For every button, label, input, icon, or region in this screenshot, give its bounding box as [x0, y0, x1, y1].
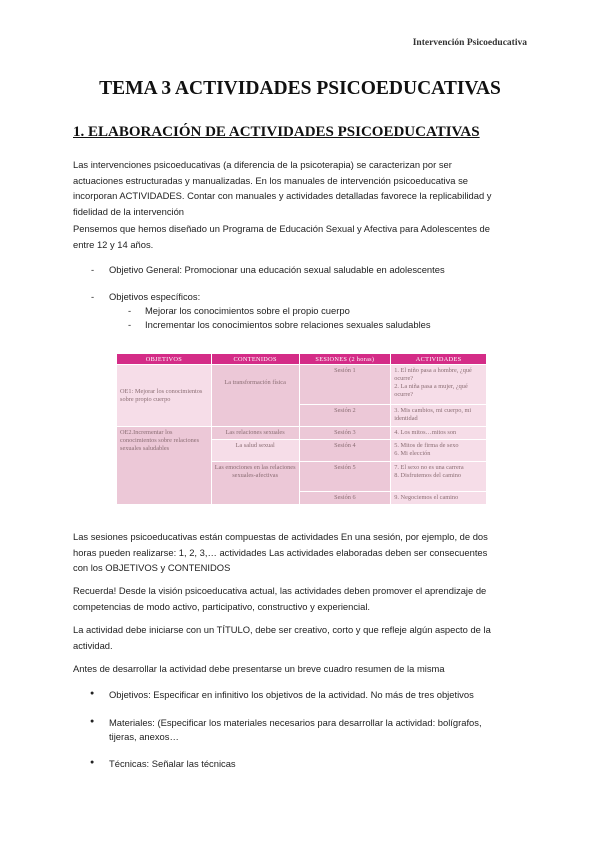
table-cell: 4. Los mitos…mitos son — [391, 427, 487, 440]
table-cell: Sesión 3 — [299, 427, 391, 440]
table-cell: 9. Negociemos el camino — [391, 492, 487, 505]
table-cell: 5. Mitos de firma de sexo 6. Mi elección — [391, 440, 487, 462]
table-cell: Sesión 1 — [299, 365, 391, 405]
page-header: Intervención Psicoeducativa — [412, 38, 527, 48]
bullet-tecnicas: Técnicas: Señalar las técnicas — [109, 758, 236, 769]
table-cell: OE1: Mejorar los conocimientos sobre propio cuerpo — [117, 365, 212, 427]
bullet-mark: ● — [90, 718, 95, 725]
table-cell: 7. El sexo no es una carrera 8. Disfrutemos del camino — [391, 462, 487, 492]
table-cell: OE2.Incrementar los conocimientos sobre relaciones sexuales saludables — [117, 427, 212, 505]
table-cell: La salud sexual — [211, 440, 299, 462]
reminder-paragraph: Recuerda! Desde la visión psicoeducativa actual, las actividades deben promover el aprendizaje de competencias de modo activo, participativo, constructivo y experiencial. — [73, 585, 487, 612]
table-cell: Sesión 6 — [299, 492, 391, 505]
table-cell: La transformación física — [211, 365, 299, 427]
program-table — [116, 353, 487, 505]
table-cell: Sesión 2 — [299, 405, 391, 427]
general-objective: Objetivo General: Promocionar una educación sexual saludable en adolescentes — [109, 264, 445, 275]
dash-mark: - — [128, 305, 132, 316]
table-header: SESIONES (2 horas) — [299, 354, 391, 365]
bullet-mark: ● — [90, 759, 95, 766]
table-cell: Sesión 5 — [299, 462, 391, 492]
sub-objective: Mejorar los conocimientos sobre el propio cuerpo — [145, 305, 350, 316]
section-heading: 1. ELABORACIÓN DE ACTIVIDADES PSICOEDUCATIVAS — [73, 124, 480, 140]
table-cell: Sesión 4 — [299, 440, 391, 462]
page-title: TEMA 3 ACTIVIDADES PSICOEDUCATIVAS — [99, 78, 501, 99]
table-cell: 3. Mis cambios, mi cuerpo, mi identidad — [391, 405, 487, 427]
dash-mark: - — [91, 264, 95, 275]
sub-objective: Incrementar los conocimientos sobre relaciones sexuales saludables — [145, 319, 431, 330]
sessions-paragraph: Las sesiones psicoeducativas están compuestas de actividades En una sesión, por ejemplo, de dos horas pueden realizarse: 1, 2, 3,… actividades Las actividades elaboradas deben ser consecuentes con los OBJETIVOS y CONTENIDOS — [73, 531, 488, 573]
table-header: ACTIVIDADES — [391, 354, 487, 365]
table-cell: 1. El niño pasa a hombre, ¿qué ocurre? 2. La niña pasa a mujer, ¿qué ocurre? — [391, 365, 487, 405]
program-paragraph: Pensemos que hemos diseñado un Programa de Educación Sexual y Afectiva para Adolescentes de entre 12 y 14 años. — [73, 223, 490, 250]
table-header: OBJETIVOS — [117, 354, 212, 365]
specific-objectives-label: Objetivos específicos: — [109, 291, 201, 302]
dash-mark: - — [128, 319, 132, 330]
bullet-materiales: Materiales: (Especificar los materiales necesarios para desarrollar la actividad: bolígrafos, tijeras, anexos… — [109, 717, 482, 742]
dash-mark: - — [91, 291, 95, 302]
intro-paragraph: Las intervenciones psicoeducativas (a diferencia de la psicoterapia) se caracterizan por ser actuaciones estructuradas y manualizadas. En los manuales de intervención psicoeducativa se incorporan ACTIVIDADES. Contar con manuales y actividades detalladas favorece la replicabilidad y fidelidad de la intervención — [73, 159, 492, 217]
table-header: CONTENIDOS — [211, 354, 299, 365]
summary-paragraph: Antes de desarrollar la actividad debe presentarse un breve cuadro resumen de la misma — [73, 663, 445, 674]
bullet-objetivos: Objetivos: Especificar en infinitivo los objetivos de la actividad. No más de tres objetivos — [109, 689, 474, 700]
table-cell: Las emociones en las relaciones sexuales-afectivas — [211, 462, 299, 505]
title-paragraph: La actividad debe iniciarse con un TÍTULO, debe ser creativo, corto y que refleje algún aspecto de la actividad. — [73, 624, 491, 651]
bullet-mark: ● — [90, 690, 95, 697]
table-cell: Las relaciones sexuales — [211, 427, 299, 440]
